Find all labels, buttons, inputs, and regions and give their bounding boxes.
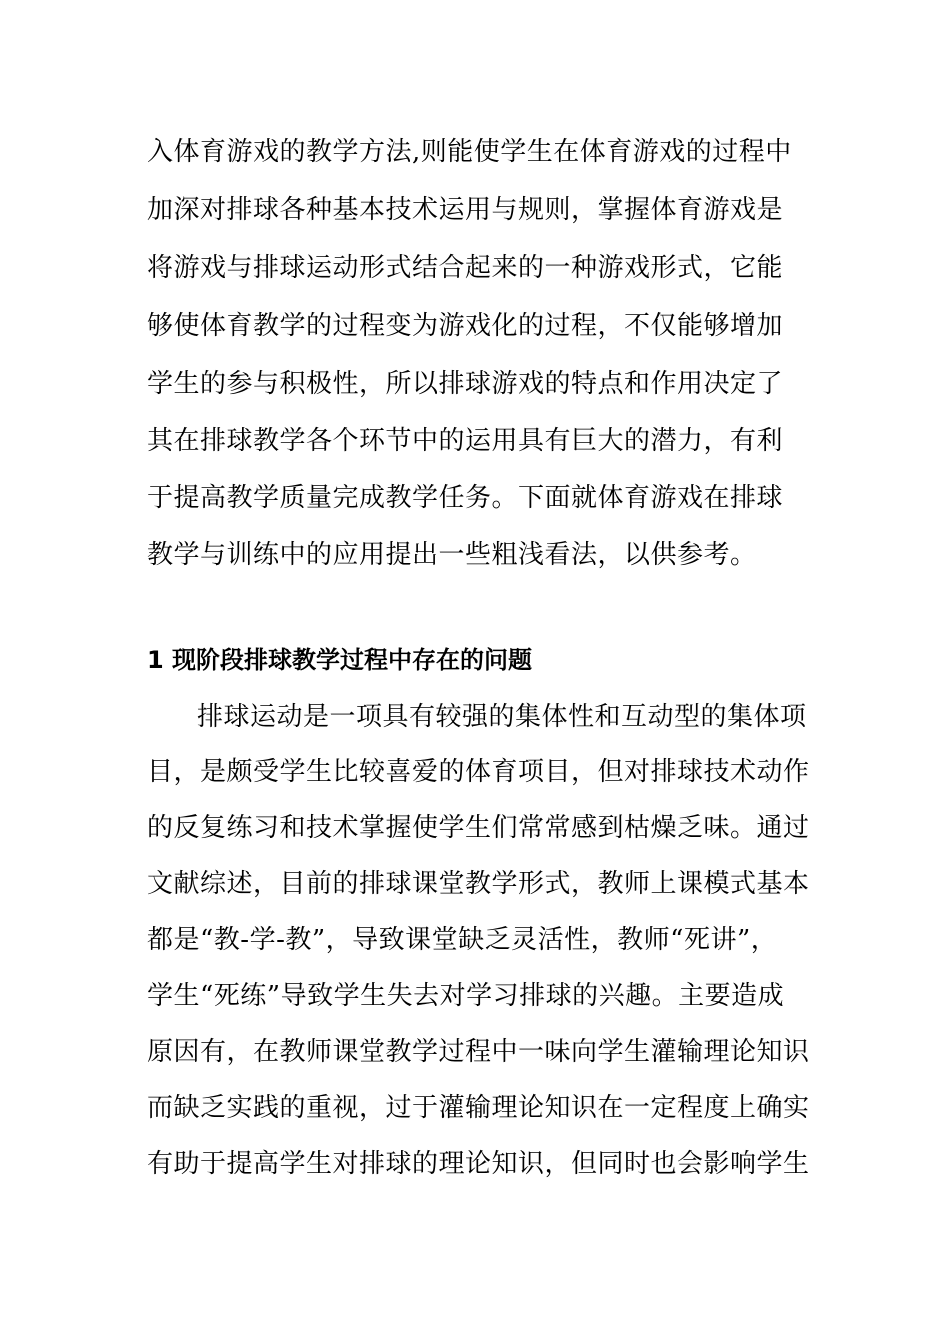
- text-line: 于提高教学质量完成教学任务。下面就体育游戏在排球: [147, 483, 784, 513]
- text-line: 都是“教-学-教”，导致课堂缺乏灵活性，教师“死讲”，: [147, 925, 778, 955]
- text-line: 学生的参与积极性，所以排球游戏的特点和作用决定了: [147, 369, 784, 399]
- text-line: 加深对排球各种基本技术运用与规则，掌握体育游戏是: [147, 195, 784, 225]
- text-line: 而缺乏实践的重视，过于灌输理论知识在一定程度上确实: [147, 1093, 810, 1123]
- text-line: 其在排球教学各个环节中的运用具有巨大的潜力，有利: [147, 426, 784, 456]
- text-line: 文献综述，目前的排球课堂教学形式，教师上课模式基本: [147, 869, 810, 899]
- text-line: 的反复练习和技术掌握使学生们常常感到枯燥乏味。通过: [147, 813, 810, 843]
- text-line: 原因有，在教师课堂教学过程中一味向学生灌输理论知识: [147, 1037, 810, 1067]
- text-line: 有助于提高学生对排球的理论知识，但同时也会影响学生: [147, 1149, 810, 1179]
- text-line: 排球运动是一项具有较强的集体性和互动型的集体项: [197, 702, 807, 732]
- section-heading: 1 现阶段排球教学过程中存在的问题: [147, 646, 533, 674]
- text-line: 入体育游戏的教学方法,则能使学生在体育游戏的过程中: [147, 137, 792, 167]
- text-line: 目，是颇受学生比较喜爱的体育项目，但对排球技术动作: [147, 757, 810, 787]
- text-line: 将游戏与排球运动形式结合起来的一种游戏形式，它能: [147, 253, 784, 283]
- text-line: 够使体育教学的过程变为游戏化的过程，不仅能够增加: [147, 311, 784, 341]
- text-line: 学生“死练”导致学生失去对学习排球的兴趣。主要造成: [147, 981, 785, 1011]
- text-line: 教学与训练中的应用提出一些粗浅看法，以供参考。: [147, 540, 757, 570]
